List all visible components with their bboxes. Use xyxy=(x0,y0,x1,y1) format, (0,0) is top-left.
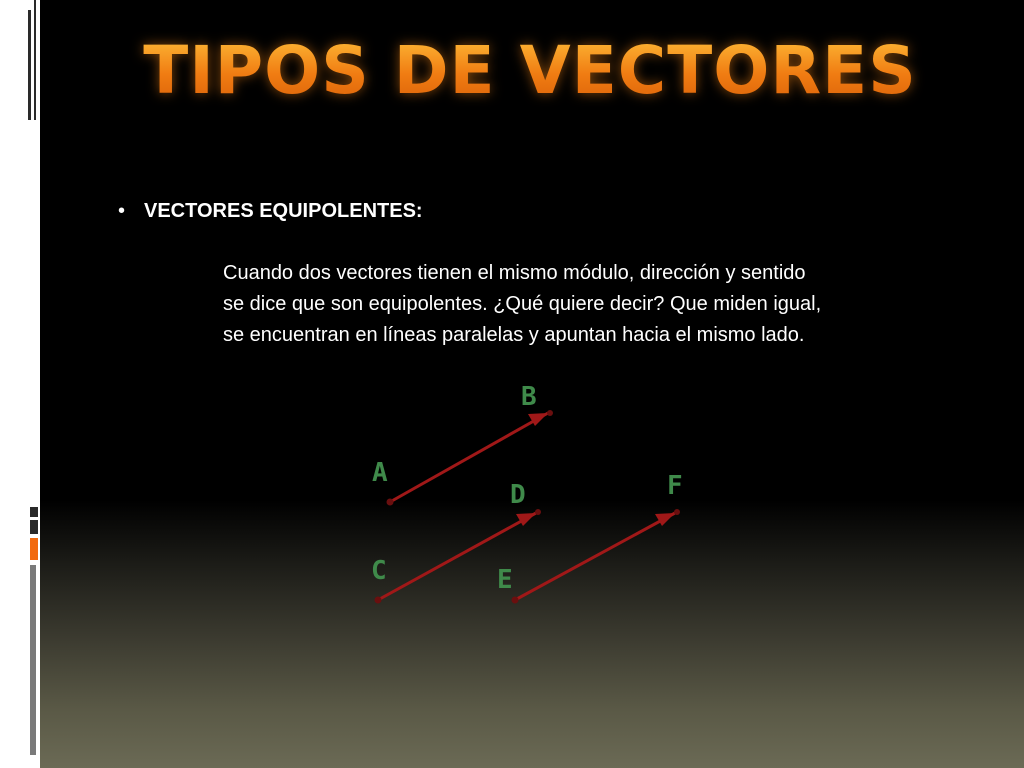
label-a: A xyxy=(372,458,388,488)
paragraph-line: se encuentran en líneas paralelas y apuntan hacia el mismo lado. xyxy=(223,324,805,346)
label-d: D xyxy=(510,480,526,510)
vector-ef-end-point xyxy=(674,509,680,515)
label-f: F xyxy=(667,471,683,501)
label-e: E xyxy=(497,565,513,595)
bullet-marker: • xyxy=(118,200,126,222)
vector-ef-origin-point xyxy=(512,597,519,604)
label-b: B xyxy=(521,382,537,412)
vector-ef-arrowhead xyxy=(655,513,675,526)
paragraph-line: se dice que son equipolentes. ¿Qué quiere decir? Que miden igual, xyxy=(223,293,822,315)
bullet-heading: VECTORES EQUIPOLENTES: xyxy=(144,200,423,222)
vector-cd-end-point xyxy=(535,509,541,515)
slide-title: TIPOS DE VECTORES xyxy=(120,32,940,109)
vector-cd-origin-point xyxy=(375,597,382,604)
vector-ab-origin-point xyxy=(387,499,394,506)
vector-ab-end-point xyxy=(547,410,553,416)
vector-ab xyxy=(372,382,553,506)
paragraph-line: Cuando dos vectores tienen el mismo módulo, dirección y sentido xyxy=(223,262,806,284)
vector-ef-line xyxy=(515,513,675,600)
label-c: C xyxy=(371,556,387,586)
